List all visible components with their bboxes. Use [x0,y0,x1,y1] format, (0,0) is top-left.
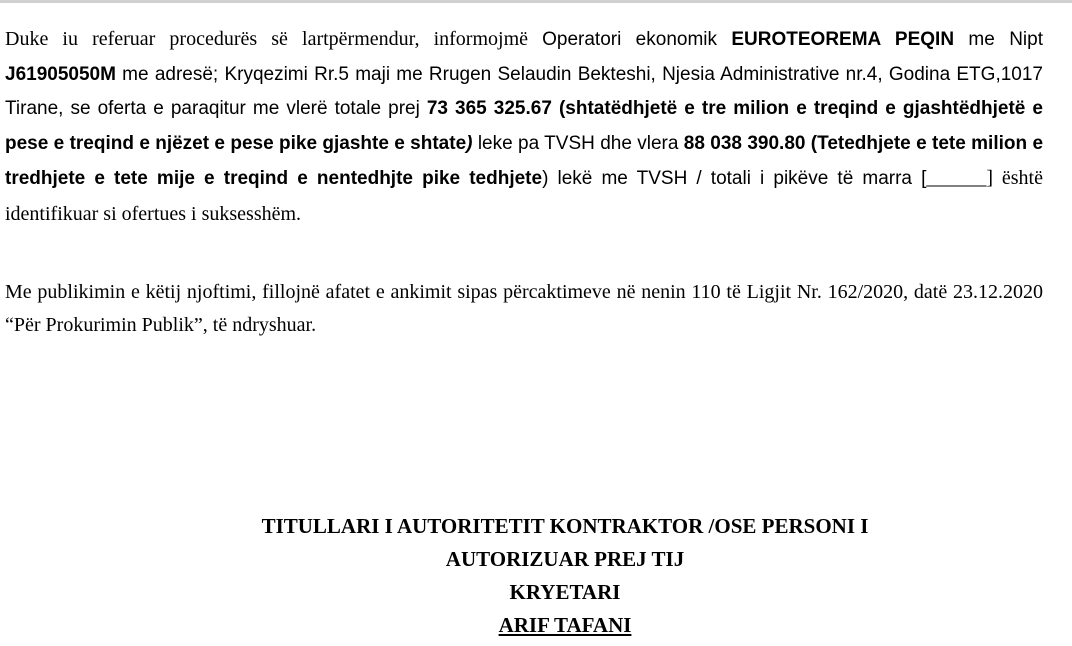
signature-role: KRYETARI [509,580,621,604]
closing-parenthesis: ) [466,132,473,154]
nipt-label: me Nipt [954,29,1043,50]
intro-text: Duke iu referuar procedurës së lartpërmendur, informojmë [5,28,543,50]
vat-text: leke pa TVSH dhe vlera [472,132,684,154]
operator-name: EUROTEOREMA PEQIN [731,29,955,50]
points-text: ) lekë me TVSH / totali i pikëve të marra [ [542,168,927,189]
appeal-notice-paragraph: Me publikimin e këtij njoftimi, fillojnë afatet e ankimit sipas përcaktimeve në nenin 110 të Ligjit Nr. 162/2020, datë 23.12.2020 “Për Prokurimin Publik”, të ndryshuar. [5,281,1043,336]
operator-label: Operatori ekonomik [542,29,732,50]
signatory-name: ARIF TAFANI [498,613,632,637]
signature-title-line-1: TITULLARI I AUTORITETIT KONTRAKTOR /OSE PERSONI I [261,514,869,538]
points-blank: ______ [926,167,987,189]
signature-block [0,510,1072,642]
value-with-vat: 88 038 390.80 (Tetedhjete e tete milion e tredhjete e tete mije e treqind e nentedhjte pike tedhjete [5,132,1044,189]
nipt-value: J61905050M [5,63,116,85]
address-text: me adresë; Kryqezimi Rr.5 maji me Rrugen Selaudin Bekteshi, Njesia Administrative nr.4, Godina ETG,1017 Tirane, se oferta e paraqitur me vlerë totale prej [5,63,1043,119]
value-without-vat: 73 365 325.67 (shtatëdhjetë e tre milion e treqind e gjashtëdhjetë e pese e treqind e njëzet e pese pike gjashte e shtate [5,98,1043,154]
top-divider [0,0,1072,3]
signature-title-line-2: AUTORIZUAR PREJ TIJ [445,547,685,571]
award-notice-paragraph [5,22,1043,232]
success-text: ] është identifikuar si ofertues i suksesshëm. [5,167,1043,225]
